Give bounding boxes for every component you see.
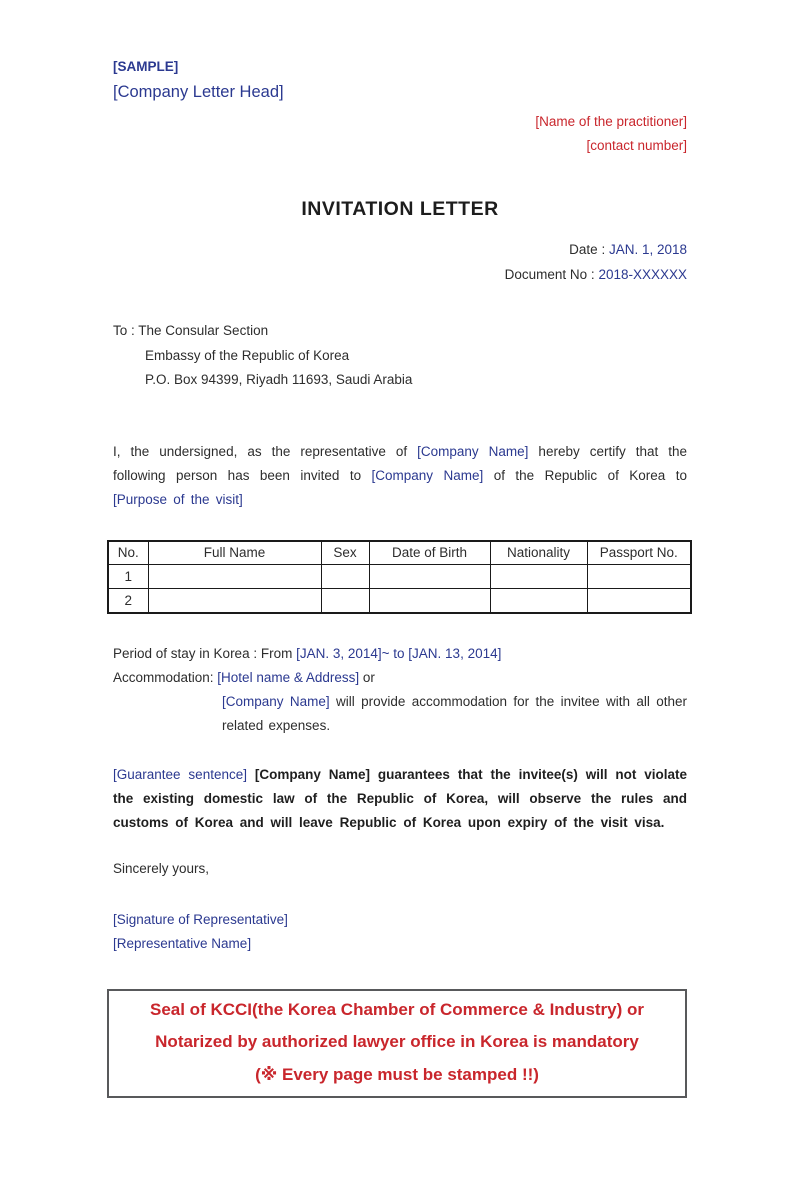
period-label: Period of stay in Korea : From — [113, 645, 297, 661]
sample-tag: [SAMPLE] — [113, 59, 179, 74]
guarantee-paragraph — [113, 763, 687, 835]
cell-no: 2 — [108, 589, 148, 613]
period-line — [113, 642, 687, 666]
intro-text-1: I, the undersigned, as the representative of — [113, 443, 418, 459]
stay-details — [113, 642, 687, 738]
table-row — [108, 565, 691, 589]
notice-line-3: (※ Every page must be stamped !!) — [255, 1064, 539, 1084]
cell-sex — [321, 589, 369, 613]
doc-no-label: Document No : — [504, 266, 599, 282]
col-header-no: No. — [108, 541, 148, 565]
intro-paragraph — [113, 440, 687, 512]
accommodation-label: Accommodation: — [113, 669, 218, 685]
accommodation-or: or — [359, 669, 375, 685]
cell-nationality — [490, 589, 587, 613]
intro-company-1: [Company Name] — [417, 443, 529, 459]
signature-of-representative: [Signature of Representative] — [113, 911, 288, 927]
col-header-sex: Sex — [321, 541, 369, 565]
representative-name: [Representative Name] — [113, 935, 252, 951]
recipient-address — [113, 319, 687, 393]
cell-date-of-birth — [369, 565, 490, 589]
cell-no: 1 — [108, 565, 148, 589]
intro-purpose: [Purpose of the visit] — [113, 491, 243, 507]
recipient-line-2: Embassy of the Republic of Korea — [145, 347, 350, 363]
cell-date-of-birth — [369, 589, 490, 613]
date-value: JAN. 1, 2018 — [608, 242, 687, 257]
invitee-table — [107, 540, 692, 614]
accommodation-continuation — [222, 690, 687, 738]
table-header-row — [108, 541, 691, 565]
intro-text-3: of the Republic of Korea to — [483, 467, 687, 483]
cell-passport-no — [587, 589, 691, 613]
cell-nationality — [490, 565, 587, 589]
notice-line-2: Notarized by authorized lawyer office in Korea is mandatory — [155, 1032, 639, 1051]
cell-full-name — [148, 565, 321, 589]
date-label: Date : — [569, 242, 609, 257]
invitation-letter-page — [0, 58, 800, 1190]
company-letter-head: [Company Letter Head] — [113, 83, 284, 101]
period-tilde: ~ to — [381, 645, 409, 661]
intro-text-2: hereby certify that the following person has been invited to — [113, 443, 687, 483]
accommodation-hotel: [Hotel name & Address] — [217, 669, 360, 685]
cell-full-name — [148, 589, 321, 613]
recipient-line-1: To : The Consular Section — [113, 323, 269, 338]
guarantee-tag: [Guarantee sentence] — [113, 766, 247, 782]
signature-block — [113, 908, 687, 956]
doc-no-line — [113, 263, 687, 288]
recipient-line-3: P.O. Box 94399, Riyadh 11693, Saudi Arabia — [145, 372, 413, 387]
practitioner-name: [Name of the practitioner] — [535, 114, 687, 129]
intro-company-2: [Company Name] — [371, 467, 484, 483]
notice-line-1: Seal of KCCI(the Korea Chamber of Commerce & Industry) or — [149, 999, 645, 1019]
contact-number: [contact number] — [586, 138, 687, 153]
table-row — [108, 589, 691, 613]
guarantee-body: [Company Name] guarantees that the invitee(s) will not violate the existing domestic law of the Republic of Korea, will observe the rules and customs of Korea and will leave Republic of Korea upon expiry of the visit visa. — [113, 766, 688, 830]
period-from: [JAN. 3, 2014] — [296, 645, 382, 661]
doc-no-value: 2018-XXXXXX — [598, 266, 687, 282]
accommodation-rest: will provide accommodation for the invitee with all other related expenses. — [222, 693, 687, 733]
col-header-passport-no: Passport No. — [587, 541, 691, 565]
col-header-full-name: Full Name — [148, 541, 321, 565]
sincerely-line: Sincerely yours, — [113, 860, 210, 876]
period-to: [JAN. 13, 2014] — [408, 645, 502, 661]
cell-passport-no — [587, 565, 691, 589]
meta-block — [113, 238, 687, 287]
accommodation-line — [113, 666, 687, 690]
date-line — [113, 238, 687, 263]
col-header-date-of-birth: Date of Birth — [369, 541, 490, 565]
col-header-nationality: Nationality — [490, 541, 587, 565]
seal-notice-box — [107, 989, 687, 1099]
cell-sex — [321, 565, 369, 589]
page-title: INVITATION LETTER — [301, 198, 499, 220]
accommodation-company: [Company Name] — [222, 693, 330, 709]
